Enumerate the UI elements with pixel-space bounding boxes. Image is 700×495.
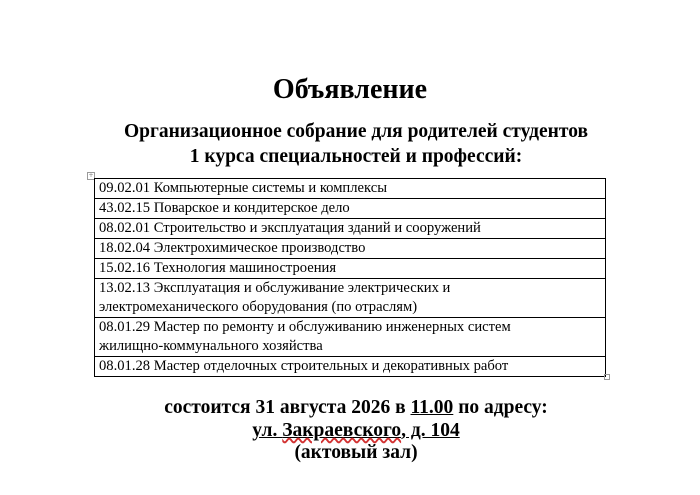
specialty-text-continued: жилищно-коммунального хозяйства — [99, 338, 323, 354]
meeting-description-line2: 1 курса специальностей и профессий: — [189, 146, 523, 167]
table-move-handle-icon[interactable]: + — [88, 172, 94, 179]
table-row — [95, 219, 606, 239]
table-cell — [95, 259, 606, 279]
table-cell — [95, 239, 606, 259]
meeting-room: (актовый зал) — [294, 442, 418, 463]
specialty-text: 15.02.16 Технология машиностроения — [99, 260, 337, 276]
meeting-description-line1: Организационное собрание для родителей студентов — [123, 121, 589, 142]
specialties-table — [94, 178, 606, 377]
table-row — [95, 357, 606, 377]
specialty-text: 08.02.01 Строительство и эксплуатация зданий и сооружений — [99, 220, 481, 236]
table-resize-handle[interactable] — [604, 374, 610, 380]
table-row — [95, 179, 606, 199]
specialty-text: 08.01.29 Мастер по ремонту и обслуживанию инженерных систем — [99, 319, 511, 335]
specialty-text: 18.02.04 Электрохимическое производство — [99, 240, 366, 256]
meeting-date-text: состоится 31 августа 2026 в — [164, 397, 411, 418]
page-title: Объявление — [272, 74, 428, 105]
table-row — [95, 259, 606, 279]
specialty-text: 08.01.28 Мастер отделочных строительных и декоративных работ — [99, 358, 509, 374]
specialty-text: 43.02.15 Поварское и кондитерское дело — [99, 200, 350, 216]
address-street-spellcheck: Закраевского — [282, 420, 402, 441]
table-cell — [95, 199, 606, 219]
table-cell — [95, 179, 606, 199]
table-row — [95, 279, 606, 318]
table-row — [95, 318, 606, 357]
specialty-text: 09.02.01 Компьютерные системы и комплексы — [99, 180, 388, 196]
specialty-text: 13.02.13 Эксплуатация и обслуживание электрических и — [99, 280, 451, 296]
table-cell — [95, 318, 606, 357]
table-cell — [95, 219, 606, 239]
address-house: , д. 104 — [401, 420, 460, 441]
meeting-date-time — [0, 395, 700, 420]
table-row — [95, 199, 606, 219]
table-cell — [95, 357, 606, 377]
table-cell — [95, 279, 606, 318]
meeting-address-intro: по адресу: — [453, 397, 548, 418]
table-row — [95, 239, 606, 259]
address-prefix: ул. — [252, 420, 283, 441]
meeting-time: 11.00 — [410, 397, 454, 418]
meeting-description — [0, 119, 700, 169]
specialty-text-continued: электромеханического оборудования (по отраслям) — [99, 299, 418, 315]
